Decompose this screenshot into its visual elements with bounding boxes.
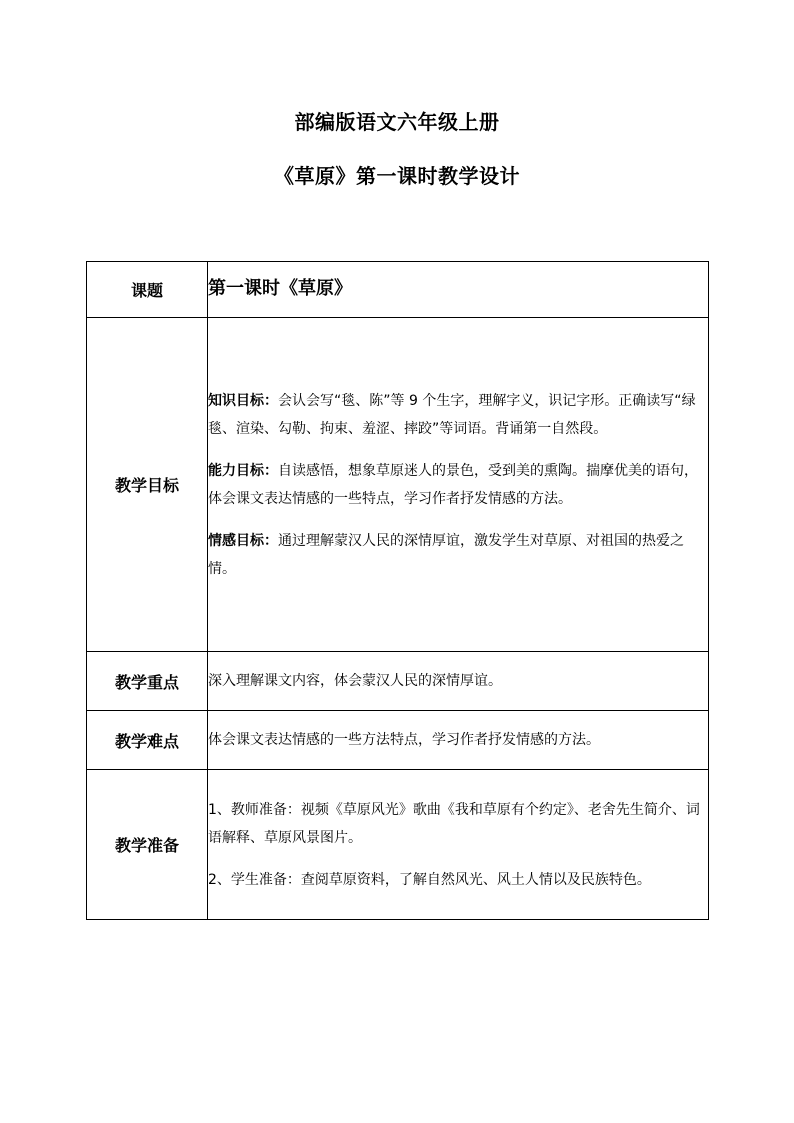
table-row-preparation (87, 770, 709, 920)
objectives-cell (208, 318, 709, 652)
knowledge-objective-label: 知识目标： (208, 392, 278, 409)
knowledge-objective-text: 会认会写“毯、陈”等 9 个生字，理解字义，识记字形。正确读写“绿毯、渲染、勾勒、拘束、羞涩、摔跤”等词语。背诵第一自然段。 (208, 392, 696, 437)
difficulties-label: 教学难点 (87, 711, 208, 770)
table-row-objectives (87, 318, 709, 652)
difficulties-value: 体会课文表达情感的一些方法特点，学习作者抒发情感的方法。 (208, 711, 709, 770)
lesson-plan-table (86, 261, 709, 920)
table-row-subject (87, 262, 709, 318)
key-points-label: 教学重点 (87, 652, 208, 711)
key-points-value: 深入理解课文内容，体会蒙汉人民的深情厚谊。 (208, 652, 709, 711)
preparation-cell (208, 770, 709, 920)
page-subtitle: 《草原》第一课时教学设计 (274, 164, 520, 188)
knowledge-objective (208, 387, 708, 443)
teacher-preparation: 1、教师准备：视频《草原风光》歌曲《我和草原有个约定》、老舍先生简介、词语解释、草原风景图片。 (208, 801, 700, 846)
table-row-difficulties (87, 711, 709, 770)
student-preparation: 2、学生准备：查阅草原资料，了解自然风光、风土人情以及民族特色。 (208, 871, 651, 888)
emotion-objective (208, 527, 708, 583)
ability-objective-text: 自读感悟，想象草原迷人的景色，受到美的熏陶。揣摩优美的语句，体会课文表达情感的一些特点，学习作者抒发情感的方法。 (208, 462, 698, 507)
ability-objective (208, 457, 708, 513)
table-row-key-points (87, 652, 709, 711)
subject-cell (208, 262, 709, 318)
page-title: 部编版语文六年级上册 (294, 110, 500, 134)
objectives-label: 教学目标 (87, 318, 208, 652)
emotion-objective-text: 通过理解蒙汉人民的深情厚谊，激发学生对草原、对祖国的热爱之情。 (208, 532, 684, 577)
ability-objective-label: 能力目标： (208, 462, 278, 479)
subject-label: 课题 (87, 262, 208, 318)
subject-value: 第一课时《草原》 (208, 278, 352, 299)
emotion-objective-label: 情感目标： (208, 532, 278, 549)
preparation-label: 教学准备 (87, 770, 208, 920)
